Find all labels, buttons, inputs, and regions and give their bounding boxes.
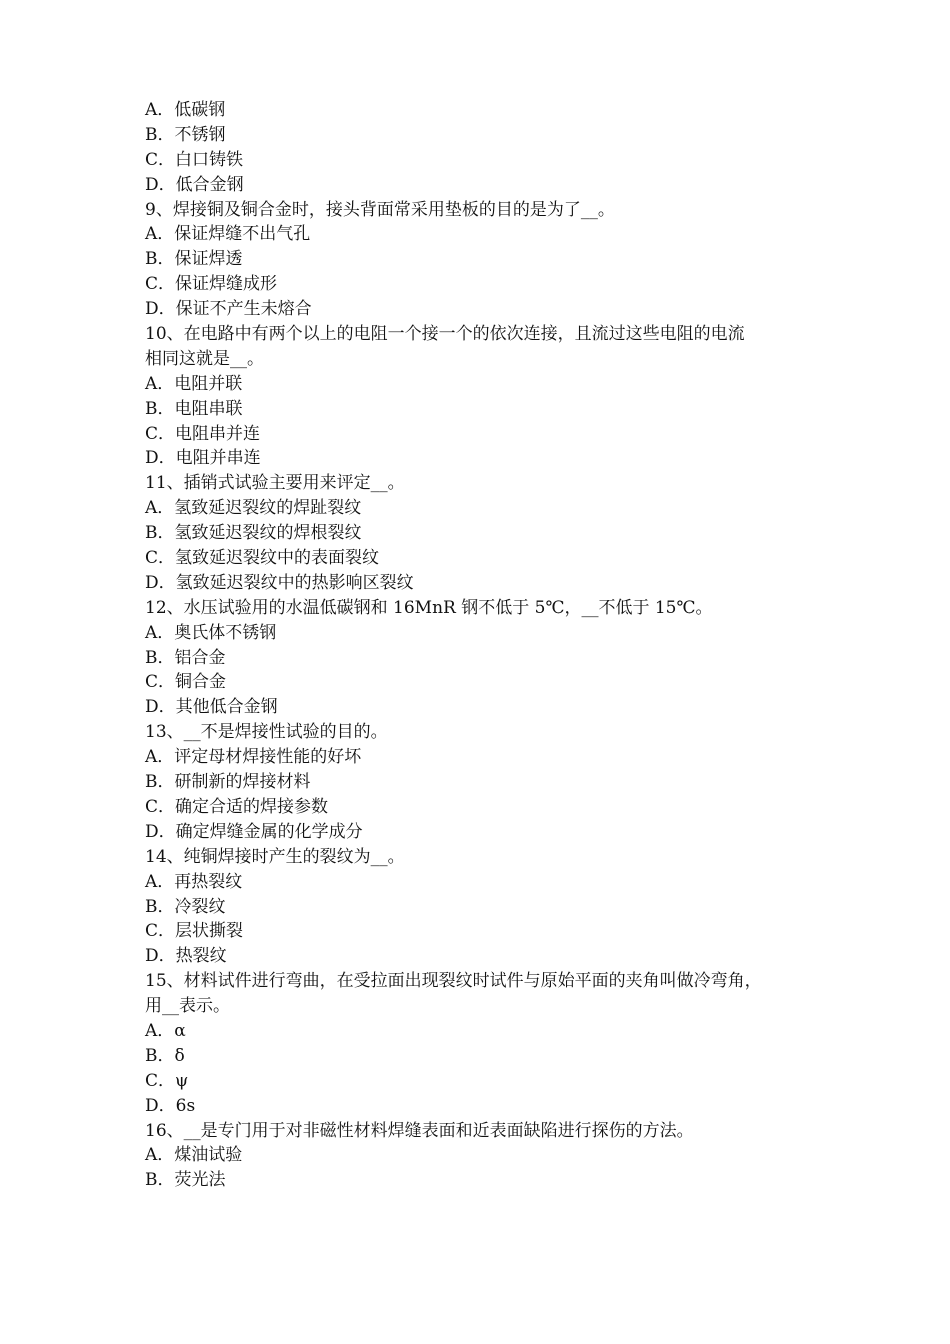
question-12-option-a: A．奥氏体不锈钢 (145, 622, 277, 643)
question-9-option-c: C．保证焊缝成形 (145, 274, 278, 295)
question-11-option-c: C．氢致延迟裂纹中的表面裂纹 (145, 548, 380, 569)
question-16-option-a: A．煤油试验 (145, 1145, 243, 1166)
document-page (145, 98, 825, 1193)
question-15-line-2: 用__表示。 (145, 996, 230, 1017)
question-15-line-1: 15、材料试件进行弯曲，在受拉面出现裂纹时试件与原始平面的夹角叫做冷弯角， (145, 971, 762, 992)
question-10-line-1: 10、在电路中有两个以上的电阻一个接一个的依次连接，且流过这些电阻的电流 (145, 324, 745, 345)
question-9: 9、焊接铜及铜合金时，接头背面常采用垫板的目的是为了__。 (145, 199, 615, 220)
question-12-option-d: D．其他低合金钢 (145, 697, 278, 718)
question-9-option-a: A．保证焊缝不出气孔 (145, 224, 311, 245)
question-14-option-c: C．层状撕裂 (145, 921, 244, 942)
option-a-low-carbon-steel: A．低碳钢 (145, 100, 226, 120)
question-16: 16、__是专门用于对非磁性材料焊缝表面和近表面缺陷进行探伤的方法。 (145, 1120, 694, 1141)
question-14-option-a: A．再热裂纹 (145, 871, 243, 892)
question-9-option-b: B．保证焊透 (145, 249, 243, 270)
option-c-white-cast-iron: C．白口铸铁 (145, 149, 244, 170)
question-11-option-a: A．氢致延迟裂纹的焊趾裂纹 (145, 498, 362, 519)
question-13: 13、__不是焊接性试验的目的。 (145, 722, 388, 743)
question-15-option-a: A．α (145, 1020, 186, 1041)
question-11-option-d: D．氢致延迟裂纹中的热影响区裂纹 (145, 572, 414, 593)
question-16-option-b: B．荧光法 (145, 1170, 226, 1191)
question-15-option-b: B．δ (145, 1045, 185, 1066)
question-12-option-c: C．铜合金 (145, 672, 227, 693)
question-14-option-d: D．热裂纹 (145, 946, 227, 967)
question-10-option-a: A．电阻并联 (145, 373, 243, 394)
question-12: 12、水压试验用的水温低碳钢和 16MnR 钢不低于 5℃，__不低于 15℃。 (145, 597, 713, 618)
question-15-option-c: C．ψ (145, 1070, 189, 1091)
question-10-option-b: B．电阻串联 (145, 398, 243, 419)
question-11-option-b: B．氢致延迟裂纹的焊根裂纹 (145, 523, 362, 544)
question-10-line-2: 相同这就是__。 (145, 348, 264, 369)
question-13-option-c: C．确定合适的焊接参数 (145, 796, 329, 817)
question-15-option-d: D．6s (145, 1095, 196, 1116)
question-14: 14、纯铜焊接时产生的裂纹为__。 (145, 846, 405, 867)
question-13-option-d: D．确定焊缝金属的化学成分 (145, 821, 363, 842)
question-10-option-d: D．电阻并串连 (145, 448, 261, 469)
question-10-option-c: C．电阻串并连 (145, 423, 261, 444)
question-14-option-b: B．冷裂纹 (145, 896, 226, 917)
option-b-stainless-steel: B．不锈钢 (145, 124, 226, 145)
question-11: 11、插销式试验主要用来评定__。 (145, 473, 405, 494)
question-13-option-b: B．研制新的焊接材料 (145, 772, 311, 793)
question-12-option-b: B．铝合金 (145, 647, 226, 668)
question-9-option-d: D．保证不产生未熔合 (145, 299, 312, 320)
option-d-low-alloy-steel: D．低合金钢 (145, 174, 244, 195)
question-13-option-a: A．评定母材焊接性能的好坏 (145, 747, 362, 768)
